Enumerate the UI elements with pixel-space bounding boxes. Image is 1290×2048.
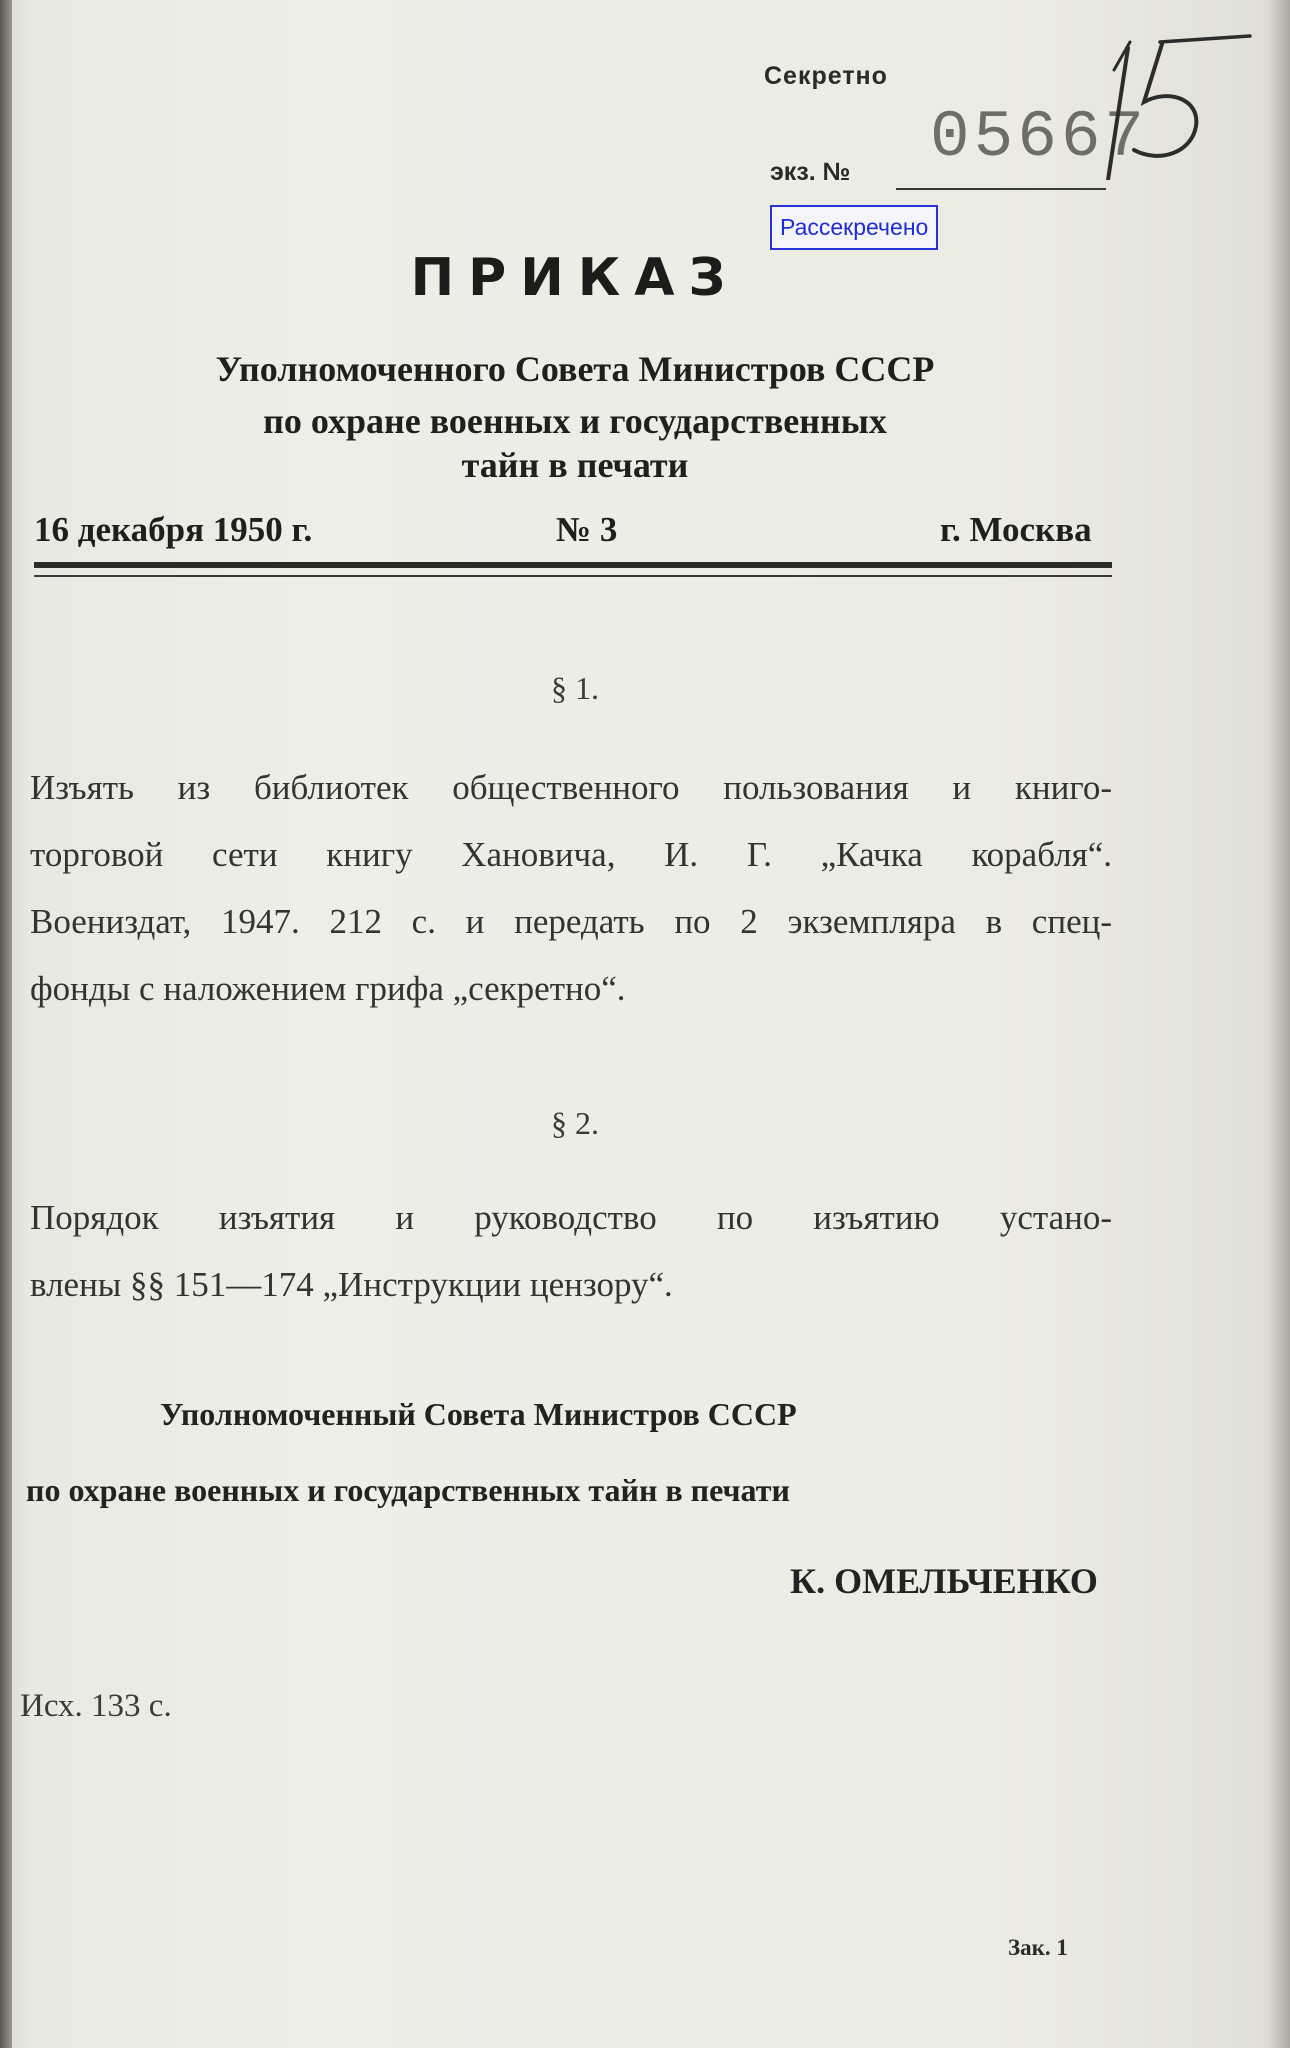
print-order-number: Зак. 1: [1008, 1935, 1068, 1960]
document-title: ПРИКАЗ: [410, 248, 740, 308]
copy-number-label: экз. №: [770, 158, 851, 186]
signature-title-line-1: Уполномоченный Совета Министров СССР: [160, 1396, 797, 1432]
header-rule-thin: [34, 575, 1112, 577]
section-1-line-3: Воениздат, 1947. 212 с. и передать по 2 экземпляра в спец-: [30, 902, 1112, 941]
issuer-line-1: Уполномоченного Совета Министров СССР: [215, 349, 935, 389]
issuer-line-2: по охране военных и государственных: [263, 401, 887, 441]
section-2-line-2: влены §§ 151—174 „Инструкции цензору“.: [30, 1265, 673, 1304]
section-1-text: [30, 754, 1112, 1022]
outgoing-number: Исх. 133 с.: [20, 1688, 172, 1724]
issuer-line-3: тайн в печати: [461, 445, 689, 485]
section-mark-1: § 1.: [551, 670, 599, 706]
section-1-line-4: фонды с наложением грифа „секретно“.: [30, 969, 626, 1008]
declassified-stamp: Рассекречено: [770, 205, 938, 250]
section-mark-2: § 2.: [551, 1105, 599, 1141]
header-rule-thick: [34, 562, 1112, 568]
order-date: 16 декабря 1950 г.: [34, 510, 313, 549]
secret-label: Секретно: [764, 62, 888, 90]
signature-title-line-2: по охране военных и государственных тайн в печати: [26, 1472, 790, 1508]
section-2-line-1: Порядок изъятия и руководство по изъятию устано-: [30, 1198, 1112, 1237]
copy-number-line: [896, 188, 1106, 190]
section-1-line-1: Изъять из библиотек общественного пользования и книго-: [30, 768, 1112, 807]
stamped-number: 05667: [930, 100, 1149, 175]
handwritten-mark: [1100, 30, 1260, 180]
order-number: № 3: [556, 510, 618, 549]
order-city: г. Москва: [940, 510, 1092, 549]
section-1-line-2: торговой сети книгу Хановича, И. Г. „Качка корабля“.: [30, 835, 1112, 874]
signer-name: К. ОМЕЛЬЧЕНКО: [790, 1561, 1098, 1601]
section-2-text: [30, 1184, 1112, 1318]
